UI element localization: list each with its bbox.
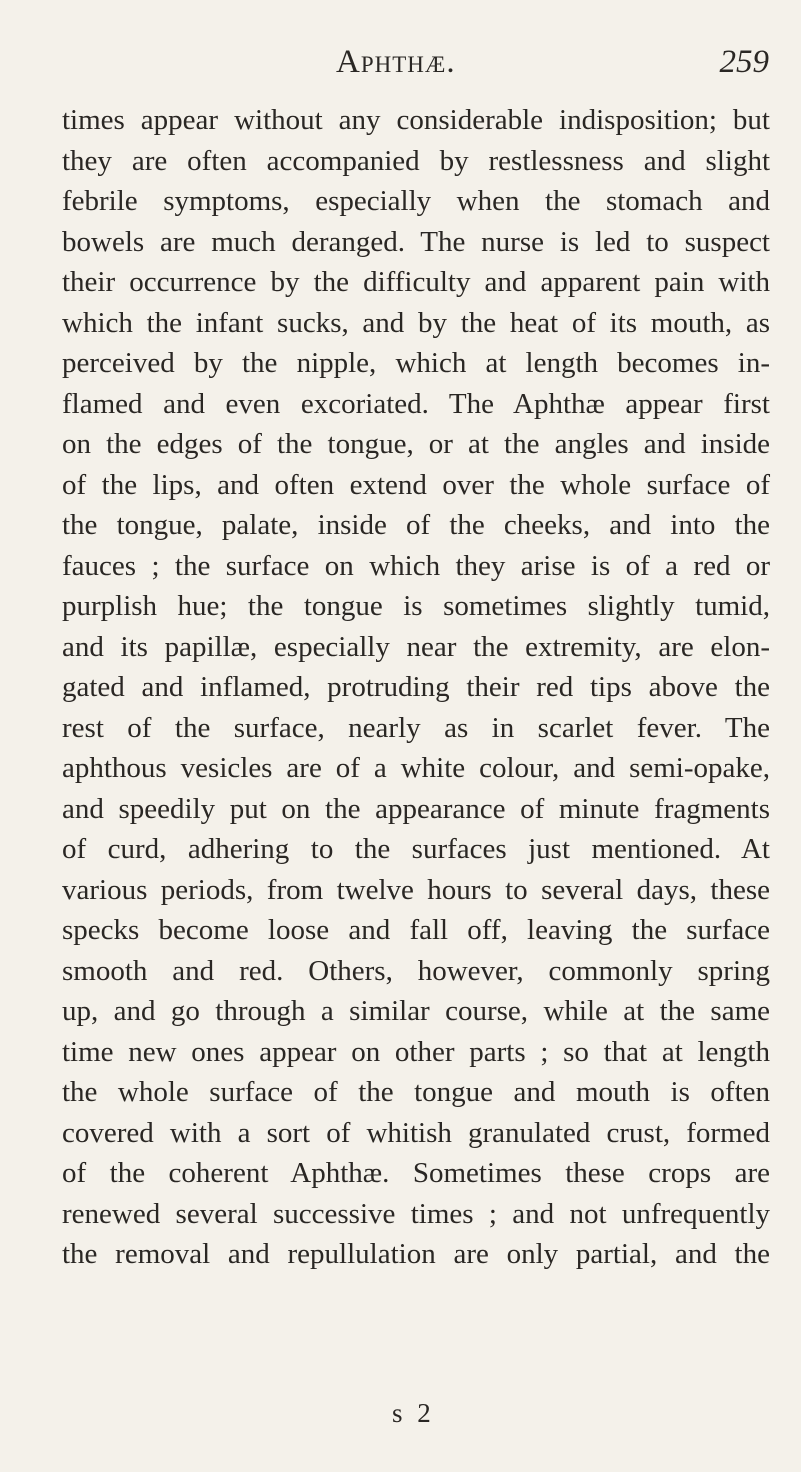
text-line: specks become loose and fall off, leaving the surface [62, 914, 770, 946]
running-head [0, 38, 801, 98]
signature-mark: s 2 [392, 1398, 435, 1428]
text-line: the whole surface of the tongue and mouth is often [62, 1076, 770, 1108]
text-line: of the coherent Aphthæ. Sometimes these crops are [62, 1157, 770, 1189]
text-line: various periods, from twelve hours to several days, these [62, 873, 770, 906]
body-text [62, 100, 770, 1275]
text-line: bowels are much deranged. The nurse is led to suspect [62, 225, 770, 258]
text-line: the tongue, palate, inside of the cheeks, and into the [62, 509, 770, 541]
text-line: time new ones appear on other parts ; so that at length [62, 1035, 770, 1068]
text-line: perceived by the nipple, which at length becomes in- [62, 347, 770, 379]
text-line: up, and go through a similar course, while at the same [62, 995, 770, 1027]
text-line: aphthous vesicles are of a white colour, and semi-opake, [62, 752, 770, 784]
text-line: and speedily put on the appearance of minute fragments [62, 792, 770, 825]
text-line: renewed several successive times ; and not unfrequently [62, 1197, 770, 1230]
text-line: times appear without any considerable indisposition; but [62, 104, 770, 136]
text-line: of the lips, and often extend over the whole surface of [62, 468, 770, 501]
text-line: rest of the surface, nearly as in scarlet fever. The [62, 711, 770, 744]
text-line: purplish hue; the tongue is sometimes slightly tumid, [62, 590, 770, 622]
text-line: of curd, adhering to the surfaces just mentioned. At [62, 833, 770, 865]
text-line: and its papillæ, especially near the extremity, are elon- [62, 630, 770, 663]
text-line: on the edges of the tongue, or at the angles and inside [62, 428, 770, 460]
text-line: flamed and even excoriated. The Aphthæ appear first [62, 387, 770, 420]
text-line: febrile symptoms, especially when the stomach and [62, 185, 770, 217]
text-line: smooth and red. Others, however, commonly spring [62, 954, 770, 987]
text-line: gated and inflamed, protruding their red tips above the [62, 671, 770, 703]
running-title: Aphthæ. [336, 44, 456, 80]
text-line: their occurrence by the difficulty and apparent pain with [62, 266, 770, 298]
text-line: fauces ; the surface on which they arise is of a red or [62, 549, 770, 582]
text-line: covered with a sort of whitish granulated crust, formed [62, 1116, 770, 1149]
text-line: they are often accompanied by restlessness and slight [62, 144, 770, 177]
text-line: which the infant sucks, and by the heat of its mouth, as [62, 306, 770, 339]
text-line: the removal and repullulation are only partial, and the [62, 1238, 770, 1270]
page-number: 259 [719, 44, 769, 80]
